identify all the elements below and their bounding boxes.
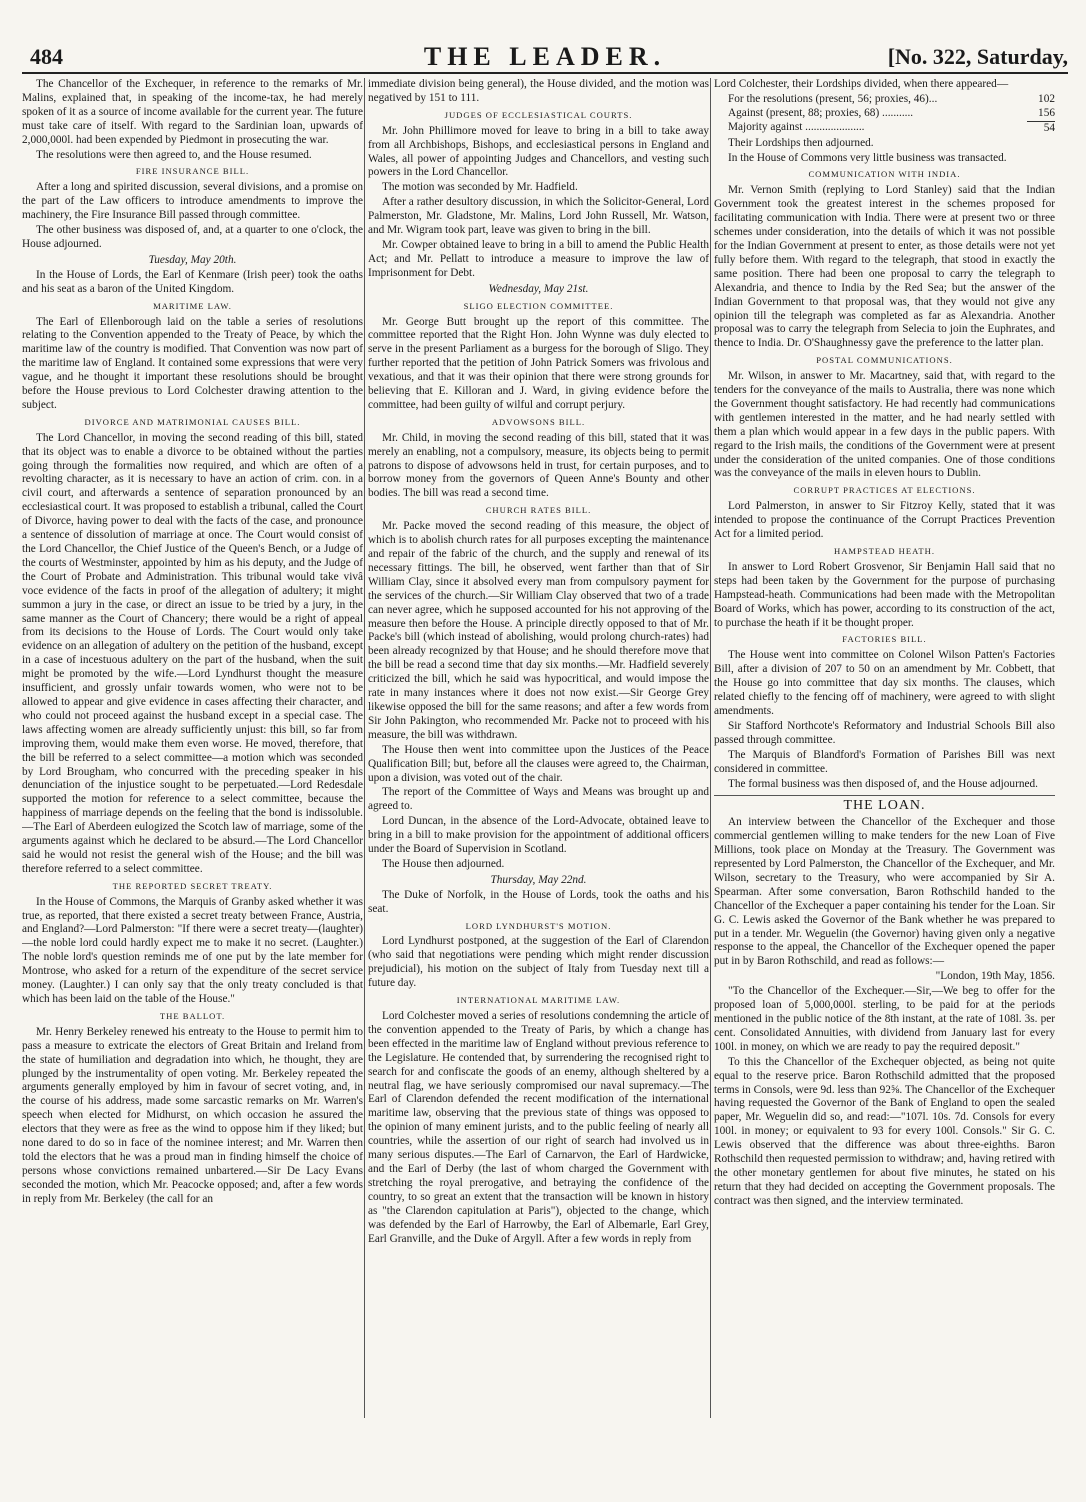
- section-heading: CHURCH RATES BILL.: [485, 505, 592, 516]
- paragraph: After a rather desultory discussion, in which the Solicitor-General, Lord Palmerston, Mr. Gladstone, Mr. Malins, Lord John Russell, Mr. Watson, and Mr. Wigram took part, leave was given to bring in the bill.: [368, 196, 709, 237]
- paragraph: The report of the Committee of Ways and Means was brought up and agreed to.: [368, 786, 709, 813]
- section-heading: DIVORCE AND MATRIMONIAL CAUSES BILL.: [84, 416, 301, 427]
- letter-date: "London, 19th May, 1856.: [935, 970, 1055, 983]
- paragraph: To this the Chancellor of the Exchequer objected, as being not quite equal to the reserve price. Baron Rothschild admitted that the proposed terms in Consols, were 9d. less than 92⅝. The Chancellor of the Exchequer having requested the Governor of the Bank of England to open the sealed paper, Mr. Weguelin did so, and read:—"107l. 10s. 7d. Consols for every 100l. in money; or equivalent to 93 for every 100l. Consols." Sir G. C. Lewis observed that the difference was about three-eighths. Baron Rothschild then requested permission to withdraw; and, having retired with the other monetary gentlemen for about five minutes, he stated on his return that they had decided on accepting the Government proposals. The contract was then signed, and the interview terminated.: [714, 1055, 1055, 1207]
- vote-value: 54: [1027, 121, 1055, 136]
- section-heading: FIRE INSURANCE BILL.: [135, 166, 250, 177]
- article-title: THE LOAN.: [714, 795, 1055, 813]
- issue-label: [No. 322, Saturday,: [887, 44, 1068, 69]
- paragraph: In the House of Commons, the Marquis of Granby asked whether it was true, as reported, that there existed a secret treaty between France, Austria, and England?—Lord Palmerston: "If there were a secret treaty—(laughter)—the noble lord could hardly expect me to make it no secret. (Laughter.) The noble lord's question reminds me of one put by the late member for Montrose, who asked for a return of the expenditure of the secret service money. (Laughter.) I can only say that the only treaty concluded is that which has been laid on the table of the House.": [22, 895, 363, 1005]
- paragraph: Mr. Packe moved the second reading of this measure, the object of which is to abolish church rates for all purposes excepting the maintenance and repair of the fabric of the church, and the supply and renewal of its necessary fittings. The bill, he observed, went farther than that of Sir William Clay, since it absolved every man from compulsory payment for the services of the church.—Sir William Clay observed that two of a trade can never agree, which he supposed accounted for his not approving of the measure then before the House. A principle directly opposed to that of Mr. Packe's bill (which instead of abolishing, would prolong church-rates) had been already recognized by that House; and he should therefore move that the bill be read a second time that day six months.—Mr. Hadfield severely criticized the bill, which he said was hypocritical, and would impose the rate in many instances where it does not now exist.—Sir George Grey likewise opposed the bill for the same reasons; and after a few words from Sir John Pakington, who recommended Mr. Packe not to proceed with his measure, the bill was withdrawn.: [368, 520, 709, 741]
- paragraph: Lord Colchester, their Lordships divided, when there appeared—: [714, 78, 1009, 90]
- paragraph: Lord Colchester moved a series of resolutions condemning the article of the convention appended to the Treaty of Paris, by which a change has been effected in the maritime law of England without previous reference to the Legislature. He contended that, by surrendering the recognised right to search for and confiscate the goods of an enemy, although sheltered by a neutral flag, we have seriously compromised our naval supremacy.—The Earl of Clarendon defended the recent modification of the international maritime law, observing that the previous state of things was opposed to the opinion of many eminent jurists, and to the public feeling of nearly all countries, while the assertion of our right of search had involved us in many serious disputes.—The Earl of Carnarvon, the Earl of Hardwicke, and the Earl of Derby (the last of whom charged the Government with stretching the royal prerogative, and betraying the confidence of the country, to so great an extent that the transaction will be known in history as "the Clarendon capitulation at Paris"), objected to the change, which was defended by the Earl of Harrowby, the Earl of Albemarle, Earl Grey, Earl Granville, and the Duke of Argyll. After a few words in reply from: [368, 1010, 709, 1245]
- section-heading: POSTAL COMMUNICATIONS.: [816, 355, 953, 366]
- paragraph: The resolutions were then agreed to, and the House resumed.: [36, 148, 312, 161]
- paragraph: Mr. Child, in moving the second reading of this bill, stated that it was merely an enabling, not a compulsory, measure, its objects being to permit patrons to dispose of advowsons held in trust, for certain purposes, and to borrow money from the governors of Queen Anne's Bounty and other bodies. The bill was read a second time.: [368, 431, 709, 500]
- paragraph: An interview between the Chancellor of the Exchequer and those commercial gentlemen willing to make tenders for the new Loan of Five Millions, took place on Monday at the Treasury. The Government was represented by Lord Palmerston, the Chancellor of the Exchequer, and Mr. Wilson, secretary to the Treasury, who were accompanied by Sir A. Spearman. After some conversation, Baron Rothschild handed to the Chancellor of the Exchequer a paper containing his tender for the Loan. Sir G. C. Lewis asked the Governor of the Bank whether he was prepared to put in a tender. Mr. Weguelin (the Governor) having given only a negative response to the appeal, the Chancellor of the Exchequer opened the paper put in by Baron Rothschild, and read as follows:—: [714, 816, 1055, 968]
- vote-value: 156: [1038, 106, 1055, 119]
- date-heading: Tuesday, May 20th.: [148, 253, 237, 266]
- vote-row-majority: [714, 121, 1055, 136]
- section-heading: JUDGES OF ECCLESIASTICAL COURTS.: [444, 109, 633, 120]
- masthead-rule: [22, 72, 1068, 74]
- paragraph: The other business was disposed of, and, at a quarter to one o'clock, the House adjourned.: [22, 224, 363, 250]
- paragraph: Mr. Vernon Smith (replying to Lord Stanley) said that the Indian Government took the greatest interest in the schemes proposed for facilitating communication with India. There were at present two or three schemes under consideration, into the details of which it was not possible for the Indian Government at present to enter, as those details were not yet fully before them. With regard to the telegraph, that stood in exactly the same position. There had been one proposal to carry the telegraph to Alexandria, and thence to India by the Red Sea; but the answer of the Indian Government to that proposal was, that they would not give any opinion till the telegraph was completed as far as Alexandria. Another proposal was to carry the telegraph from Selecia to join the Euphrates, and thence to India. Dr. O'Shaughnessy gave the preference to the latter plan.: [714, 184, 1055, 350]
- paragraph: The motion was seconded by Mr. Hadfield.: [382, 181, 578, 194]
- paragraph: "To the Chancellor of the Exchequer.—Sir,—We beg to offer for the proposed loan of 5,000,000l. sterling, to be paid for at the periods mentioned in the public notice of the 8th instant, at the rate of 108l. 3s. per cent. Consolidated Annuities, with dividend from January last for every 100l. in money, on which we are ready to pay the required deposit.": [714, 985, 1055, 1053]
- section-heading: CORRUPT PRACTICES AT ELECTIONS.: [793, 485, 976, 496]
- paragraph: The Chancellor of the Exchequer, in reference to the remarks of Mr. Malins, explained that, in speaking of the income-tax, he had merely spoken of it as a source of income available for the current year. The future must take care of itself. With regard to the Sardinian loan, upwards of 2,000,000l. had been expended by Piedmont in prosecuting the war.: [22, 78, 363, 146]
- vote-value: 102: [1038, 92, 1055, 105]
- column-1: [22, 78, 363, 1478]
- section-heading: MARITIME LAW.: [153, 300, 232, 311]
- paragraph: In answer to Lord Robert Grosvenor, Sir Benjamin Hall said that no steps had been taken by the Government for the purpose of purchasing Hampstead-heath. Communications had been made with the Metropolitan Board of Works, which has power, according to its construction of the act, to purchase the heath if it be thought proper.: [714, 560, 1055, 629]
- section-heading: THE REPORTED SECRET TREATY.: [112, 880, 273, 891]
- section-heading: COMMUNICATION WITH INDIA.: [808, 169, 961, 180]
- date-heading: Thursday, May 22nd.: [490, 873, 587, 886]
- paragraph: Lord Duncan, in the absence of the Lord-Advocate, obtained leave to bring in a bill to make provision for the appointment of additional officers under the Board of Supervision in Scotland.: [368, 815, 709, 856]
- paragraph: The Duke of Norfolk, in the House of Lords, took the oaths and his seat.: [368, 888, 709, 915]
- paragraph: Sir Stafford Northcote's Reformatory and Industrial Schools Bill also passed through committee.: [714, 719, 1055, 746]
- vote-row-for: [714, 93, 1055, 107]
- paragraph: In the House of Commons very little business was transacted.: [728, 151, 1007, 164]
- paragraph: In the House of Lords, the Earl of Kenmare (Irish peer) took the oaths and his seat as a baron of the United Kingdom.: [22, 268, 363, 295]
- vote-label: Against (present, 88; proxies, 68) ...........: [728, 106, 914, 119]
- division-table: [714, 93, 1055, 136]
- section-heading: FACTORIES BILL.: [842, 634, 927, 645]
- paragraph: The Marquis of Blandford's Formation of Parishes Bill was next considered in committee.: [714, 748, 1055, 775]
- paragraph: immediate division being general), the House divided, and the motion was negatived by 151 to 111.: [368, 78, 709, 104]
- section-heading: ADVOWSONS BILL.: [491, 416, 586, 427]
- section-heading: SLIGO ELECTION COMMITTEE.: [463, 300, 614, 311]
- paragraph: Mr. Cowper obtained leave to bring in a bill to amend the Public Health Act; and Mr. Pellatt to introduce a measure to improve the law of Imprisonment for Debt.: [368, 238, 709, 279]
- paragraph: The House then adjourned.: [382, 857, 505, 870]
- page-number: 484: [30, 44, 63, 69]
- section-heading: INTERNATIONAL MARITIME LAW.: [456, 995, 621, 1006]
- newspaper-title: THE LEADER.: [423, 42, 667, 71]
- section-heading: HAMPSTEAD HEATH.: [834, 546, 935, 556]
- paragraph: Mr. John Phillimore moved for leave to bring in a bill to take away from all Archbishops, Bishops, and ecclesiastical persons in England and Wales, all power of appointing Judges and Chancellors, and vesting such powers in the Lord Chancellor.: [368, 124, 709, 179]
- vote-label: Majority against .....................: [728, 120, 865, 133]
- paragraph: After a long and spirited discussion, several divisions, and a promise on the part of the Law officers to introduce amendments to improve the machinery, the Fire Insurance Bill passed through committee.: [22, 181, 363, 222]
- date-heading: Wednesday, May 21st.: [488, 282, 589, 295]
- column-divider: [364, 78, 365, 1418]
- paragraph: Lord Lyndhurst postponed, at the suggestion of the Earl of Clarendon (who said that negotiations were pending which might render discussion prejudicial), his motion on the subject of Italy from Tuesday next till a future day.: [368, 935, 709, 990]
- section-heading: LORD LYNDHURST'S MOTION.: [465, 920, 612, 931]
- paragraph: Mr. George Butt brought up the report of this committee. The committee reported that the Right Hon. John Wynne was duly elected to serve in the present Parliament as a burgess for the borough of Sligo. They further reported that the petition of John Patrick Somers was frivolous and vexatious, and that it was their opinion that there were strong grounds for believing that E. Killoran and J. Ward, in giving evidence before the committee, had been guilty of wilful and corrupt perjury.: [368, 315, 709, 411]
- paragraph: The formal business was then disposed of, and the House adjourned.: [728, 777, 1038, 790]
- masthead: [22, 42, 1068, 70]
- paragraph: The Lord Chancellor, in moving the second reading of this bill, stated that its object was to enable a divorce to be obtained without the parties going through the formalities now required, and which are often of a revolting character, as it is necessary to have an action of crim. con. in a civil court, and afterwards a sentence of separation pronounced by an ecclesiastical court. It was proposed to establish a tribunal, called the Court of Divorce, having power to deal with the facts of the case, and pronounce a sentence of dissolution of marriage at once. The Court would consist of the Lord Chancellor, the Chief Justice of the Queen's Bench, or a Judge of the courts of Westminster, appointed by him as his deputy, and the Judge of the Court of Probate and Administration. This tribunal would take vivâ voce evidence of the facts in proof of the allegation of adultery; it might summon a jury in the case, or direct an issue to be tried by a jury, in the same manner as the Court of Chancery; there would be a right of appeal from its decisions to the House of Lords. The Court would only take evidence on an allegation of adultery on the petition of the husband, except in a case of incestuous adultery on the part of the husband, when the suit might be promoted by the wife.—Lord Lyndhurst thought the measure insufficient, and grossly unfair towards women, who were not to be allowed to appear and give evidence in cases affecting their character, and who could not proceed against the husband except in a special case. The laws affecting women are already sufficiently unjust: this bill, so far from improving them, would make them even worse. He moved, therefore, that the bill be referred to a select committee—a motion which was seconded by Lord Brougham, who concurred with the preceding speaker in his denunciation of the injustice sought to be perpetuated.—Lord Redesdale supported the motion for reference to a select committee, because the happiness of marriage depends on the feeling that the bond is indissoluble.—The Earl of Aberdeen eulogized the Scotch law of marriage, some of the arguments against which he declared to be absurd.—The Lord Chancellor said he would not resist the general wish of the House; and the bill was therefore referred to a select committee.: [22, 431, 363, 875]
- paragraph: Mr. Wilson, in answer to Mr. Macartney, said that, with regard to the tenders for the conveyance of the mails to Australia, there was none which the Government thought satisfactory. He had recently had communications with gentlemen interested in the matter, and he had nearly settled with them a plan which would appear in a few days in the public papers. With regard to the Irish mails, the conditions of the Government were at present under the consideration of the united companies. One of those conditions was the conveyance of the mails in eleven hours to Dublin.: [714, 370, 1055, 480]
- paragraph: The Earl of Ellenborough laid on the table a series of resolutions relating to the Convention appended to the Treaty of Peace, by which the maritime law of the country is modified. That Convention was now part of the maritime law of England. It contained some expressions that were very vague, and he thought it important these resolutions should be brought before the House previous to Lord Colchester drawing attention to the subject.: [22, 315, 363, 411]
- paragraph: Their Lordships then adjourned.: [728, 136, 874, 149]
- paragraph: The House then went into committee upon the Justices of the Peace Qualification Bill; but, before all the clauses were agreed to, the Chairman, upon a division, was voted out of the chair.: [368, 743, 709, 784]
- paragraph: The House went into committee on Colonel Wilson Patten's Factories Bill, after a division of 207 to 50 on an amendment by Mr. Cobbett, that the House go into committee that day six months. The clauses, which related chiefly to the fencing off of machinery, were agreed to with slight amendments.: [714, 649, 1055, 717]
- paragraph: Mr. Henry Berkeley renewed his entreaty to the House to permit him to pass a measure to extricate the electors of Great Britain and Ireland from the state of humiliation and degradation into which, he thought, they are plunged by the instrumentality of open voting. Mr. Berkeley repeated the arguments generally employed by him in favour of secret voting, and, in the course of his address, made some sarcastic remarks on Mr. Warren's speech when elected for Midhurst, on which occasion he assured the electors that they were as free as the wind to oppose him if they liked; but none dared to do so in face of the nominee interest; and Mr. Warren then told the electors that he was a proud man in finding himself the choice of persons whose convictions remained unbartered.—Sir De Lacy Evans seconded the motion, which Mr. Peacocke opposed; and, after a few words in reply from Mr. Berkeley (the call for an: [22, 1025, 363, 1205]
- column-3: [714, 78, 1055, 1478]
- column-2: [368, 78, 709, 1478]
- column-divider: [710, 78, 711, 1418]
- vote-row-against: [714, 107, 1055, 121]
- vote-label: For the resolutions (present, 56; proxies, 46)...: [728, 92, 938, 105]
- section-heading: THE BALLOT.: [159, 1010, 226, 1021]
- paragraph: Lord Palmerston, in answer to Sir Fitzroy Kelly, stated that it was intended to propose the continuance of the Corrupt Practices Prevention Act for a limited period.: [714, 500, 1055, 541]
